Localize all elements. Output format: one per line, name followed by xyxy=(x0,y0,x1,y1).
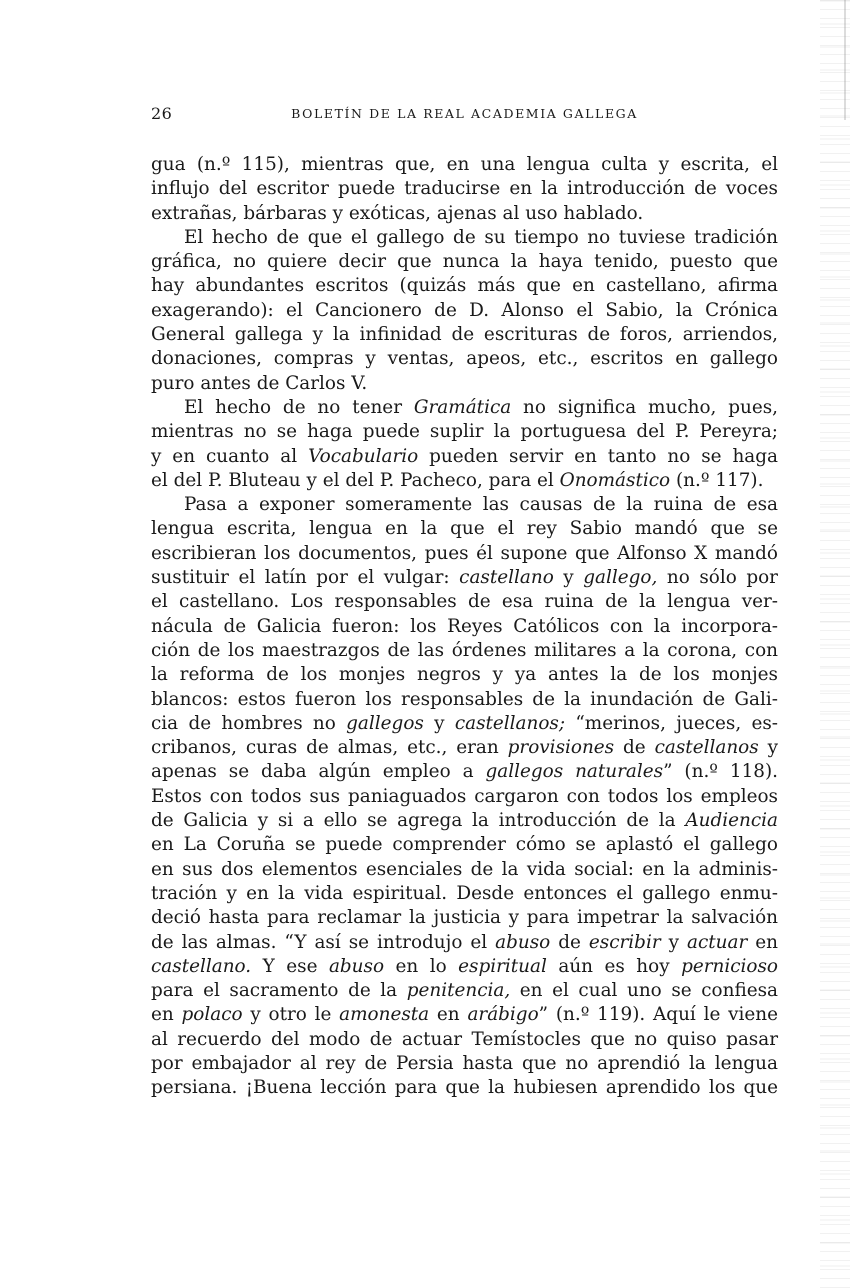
text-line xyxy=(151,445,778,469)
italic-text: gallego, xyxy=(583,567,658,589)
italic-text: escribir xyxy=(588,931,661,953)
text-segment: deció hasta para reclamar la justicia y para impetrar la salvación xyxy=(151,907,778,929)
italic-text: abuso xyxy=(328,955,385,977)
text-segment: de xyxy=(550,931,589,953)
text-line xyxy=(151,1003,778,1027)
italic-text: Audiencia xyxy=(685,810,778,832)
italic-text: Gramática xyxy=(413,396,512,418)
italic-text: arábigo xyxy=(467,1004,539,1026)
text-segment: en xyxy=(151,1004,182,1026)
text-segment: pueden servir en tanto no se haga xyxy=(418,445,778,467)
italic-text: pernicioso xyxy=(681,955,778,977)
text-segment: y otro le xyxy=(242,1004,340,1026)
text-segment: y xyxy=(423,712,455,734)
text-line xyxy=(151,1052,778,1076)
text-segment: de las almas. “Y así se introdujo el xyxy=(151,931,496,953)
page-number: 26 xyxy=(151,104,173,123)
text-segment: en lo xyxy=(384,955,459,977)
italic-text: penitencia, xyxy=(406,980,511,1002)
italic-text: polaco xyxy=(181,1004,243,1026)
text-segment: sustituir el latín por el vulgar: xyxy=(151,567,460,589)
text-line xyxy=(151,396,778,420)
text-line xyxy=(151,299,778,323)
text-segment: para el sacramento de la xyxy=(151,980,407,1002)
italic-text: Vocabulario xyxy=(308,445,419,467)
italic-text: abuso xyxy=(495,931,551,953)
text-segment: gráfica, no quiere decir que nunca la haya tenido, puesto que xyxy=(151,251,778,273)
text-segment: y xyxy=(553,567,584,589)
text-line xyxy=(151,760,778,784)
text-segment: exagerando): el Cancionero de D. Alonso el Sabio, la Crónica xyxy=(151,299,778,321)
text-line xyxy=(151,882,778,906)
text-segment: “merinos, jueces, es- xyxy=(565,712,778,734)
text-segment: el del P. Bluteau y el del P. Pacheco, para el xyxy=(151,469,560,491)
text-segment: cribanos, curas de almas, etc., eran xyxy=(151,737,508,759)
text-segment: no sólo por xyxy=(657,567,778,589)
italic-text: gallegos naturales xyxy=(485,761,664,783)
text-segment: ción de los maestrazgos de las órdenes militares a la corona, con xyxy=(151,639,778,661)
text-line xyxy=(151,663,778,687)
text-segment: no significa mucho, pues, xyxy=(511,396,778,418)
italic-text: castellanos; xyxy=(454,712,566,734)
italic-text: castellano xyxy=(459,567,554,589)
text-line xyxy=(151,250,778,274)
text-segment: por embajador al rey de Persia hasta que no aprendió la lengua xyxy=(151,1052,778,1074)
text-line xyxy=(151,347,778,371)
text-segment: gua (n.º 115), mientras que, en una lengua culta y escrita, el xyxy=(151,154,778,175)
text-segment: aún es hoy xyxy=(546,955,682,977)
text-segment: extrañas, bárbaras y exóticas, ajenas al uso hablado. xyxy=(151,202,644,224)
text-line xyxy=(151,1076,778,1100)
text-line xyxy=(151,615,778,639)
italic-text: espiritual xyxy=(458,955,547,977)
text-segment: apenas se daba algún empleo a xyxy=(151,761,486,783)
text-segment: persiana. ¡Buena lección para que la hubiesen aprendido los que xyxy=(151,1077,778,1099)
text-line xyxy=(151,493,778,517)
text-line xyxy=(151,931,778,955)
text-segment: hay abundantes escritos (quizás más que en castellano, afirma xyxy=(151,275,778,297)
text-line xyxy=(151,420,778,444)
text-line xyxy=(151,323,778,347)
text-segment: y xyxy=(758,737,778,759)
italic-text: amonesta xyxy=(339,1004,430,1026)
text-line xyxy=(151,833,778,857)
italic-text: Onomástico xyxy=(559,469,671,491)
text-segment: ” (n.º 118). xyxy=(663,761,778,783)
text-segment: en xyxy=(747,931,778,953)
text-line xyxy=(151,1028,778,1052)
italic-text: provisiones xyxy=(507,737,615,759)
text-segment: y en cuanto al xyxy=(151,445,309,467)
text-line xyxy=(151,566,778,590)
text-line xyxy=(151,979,778,1003)
body-text xyxy=(151,153,778,1101)
text-segment: Estos con todos sus paniaguados cargaron con todos los empleos xyxy=(151,785,778,807)
text-segment: en sus dos elementos esenciales de la vida social: en la adminis- xyxy=(151,858,778,880)
text-segment: y xyxy=(660,931,688,953)
text-line xyxy=(151,153,778,177)
text-line xyxy=(151,590,778,614)
text-segment: de Galicia y si a ello se agrega la introducción de la xyxy=(151,810,686,832)
text-line xyxy=(151,688,778,712)
text-segment: mientras no se haga puede suplir la portuguesa del P. Pereyra; xyxy=(151,421,778,443)
text-line xyxy=(151,906,778,930)
text-segment: en La Coruña se puede comprender cómo se aplastó el gallego xyxy=(151,834,778,856)
scanned-page-edge xyxy=(820,0,850,1288)
text-segment: cia de hombres no xyxy=(151,712,347,734)
text-segment: puro antes de Carlos V. xyxy=(151,372,368,394)
running-title: BOLETÍN DE LA REAL ACADEMIA GALLEGA xyxy=(291,106,638,121)
text-line xyxy=(151,858,778,882)
text-segment: ” (n.º 119). Aquí le viene xyxy=(538,1004,778,1026)
text-segment: El hecho de que el gallego de su tiempo no tuviese tradición xyxy=(184,226,778,248)
text-segment: al recuerdo del modo de actuar Temístocles que no quiso pasar xyxy=(151,1028,778,1050)
text-line xyxy=(151,372,778,396)
page-header xyxy=(151,104,778,128)
italic-text: actuar xyxy=(687,931,748,953)
text-segment: nácula de Galicia fueron: los Reyes Católicos con la incorpora- xyxy=(151,615,778,637)
text-segment: en el cual uno se confiesa xyxy=(510,980,778,1002)
italic-text: castellanos xyxy=(654,737,759,759)
text-line xyxy=(151,736,778,760)
text-line xyxy=(151,274,778,298)
text-segment: Pasa a exponer someramente las causas de la ruina de esa xyxy=(184,494,778,516)
text-line xyxy=(151,639,778,663)
text-segment: tración y en la vida espiritual. Desde entonces el gallego enmu- xyxy=(151,882,778,904)
text-segment: blancos: estos fueron los responsables de la inundación de Gali- xyxy=(151,688,778,710)
text-segment: El hecho de no tener xyxy=(184,396,414,418)
italic-text: gallegos xyxy=(346,712,424,734)
text-line xyxy=(151,809,778,833)
text-line xyxy=(151,712,778,736)
italic-text: castellano. xyxy=(151,955,252,977)
text-segment: en xyxy=(429,1004,468,1026)
text-line xyxy=(151,226,778,250)
text-line xyxy=(151,469,778,493)
text-segment: de xyxy=(614,737,655,759)
text-segment: el castellano. Los responsables de esa ruina de la lengua ver- xyxy=(151,591,778,613)
text-line xyxy=(151,177,778,201)
text-line xyxy=(151,542,778,566)
text-segment: General gallega y la infinidad de escrituras de foros, arriendos, xyxy=(151,324,778,346)
text-line xyxy=(151,517,778,541)
text-segment: influjo del escritor puede traducirse en la introducción de voces xyxy=(151,178,778,200)
text-line xyxy=(151,785,778,809)
text-segment: la reforma de los monjes negros y ya antes la de los monjes xyxy=(151,664,778,686)
text-segment: escribieran los documentos, pues él supone que Alfonso X mandó xyxy=(151,542,778,564)
text-segment: lengua escrita, lengua en la que el rey Sabio mandó que se xyxy=(151,518,778,540)
text-line xyxy=(151,202,778,226)
text-line xyxy=(151,955,778,979)
text-segment: (n.º 117). xyxy=(670,469,764,491)
text-segment: Y ese xyxy=(251,955,329,977)
text-segment: donaciones, compras y ventas, apeos, etc., escritos en gallego xyxy=(151,348,778,370)
